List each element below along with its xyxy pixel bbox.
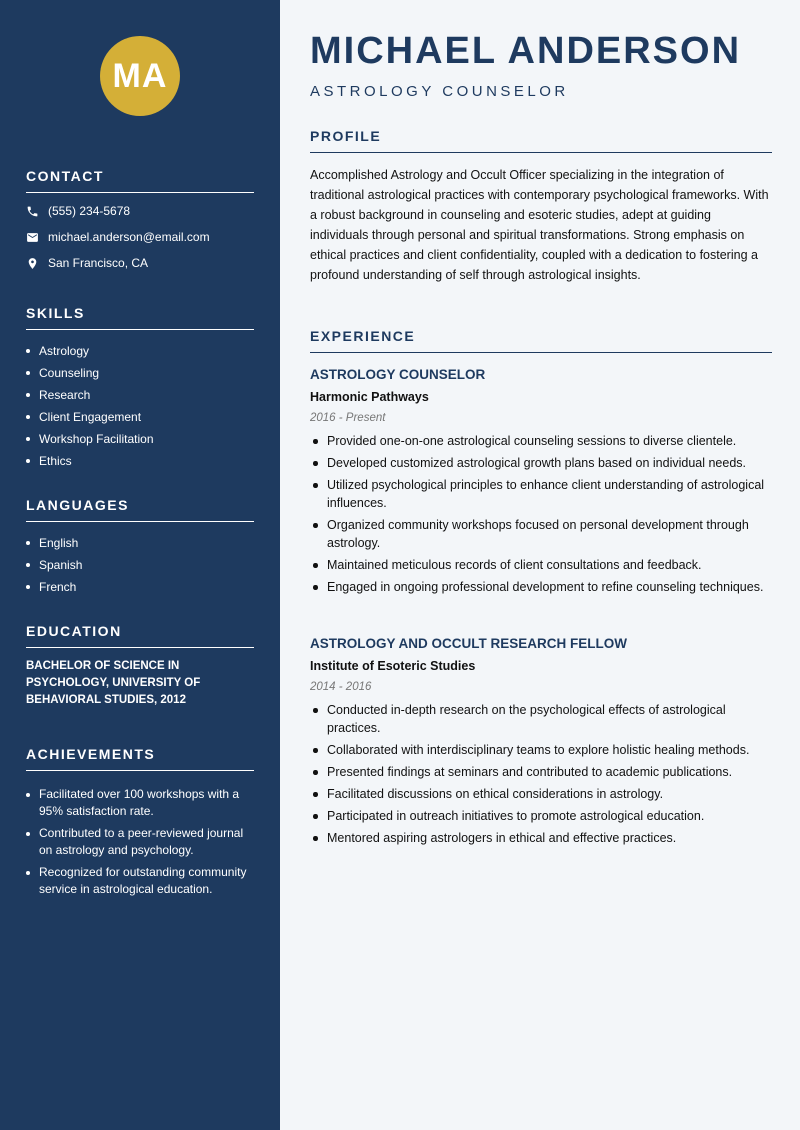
experience-dates: 2014 - 2016 [310,681,372,693]
contact-phone[interactable] [26,198,254,224]
list-item: Research [26,384,254,406]
contact-heading: CONTACT [26,168,254,193]
skills-section [26,305,254,472]
list-item: Astrology [26,340,254,362]
list-item: Client Engagement [26,406,254,428]
achievements-heading: ACHIEVEMENTS [26,746,254,771]
languages-section [26,497,254,598]
list-item: English [26,532,254,554]
list-item: Counseling [26,362,254,384]
list-item: Contributed to a peer-reviewed journal on astrology and psychology. [26,825,254,859]
sidebar [0,0,280,1130]
skills-list [26,340,254,472]
experience-company: Institute of Esoteric Studies [310,659,476,673]
education-section [26,623,254,709]
phone-text: (555) 234-5678 [48,204,131,218]
skills-heading: SKILLS [26,305,254,330]
experience-entry [310,367,772,600]
experience-title: ASTROLOGY AND OCCULT RESEARCH FELLOW [310,636,627,651]
profile-heading: PROFILE [310,128,772,153]
list-item: Facilitated discussions on ethical considerations in astrology. [310,785,772,803]
avatar: MA [100,36,180,116]
experience-heading: EXPERIENCE [310,328,772,353]
email-text: michael.anderson@email.com [48,230,210,244]
phone-icon [26,205,39,218]
achievements-section [26,746,254,903]
experience-dates: 2016 - Present [310,412,386,424]
list-item: Maintained meticulous records of client consultations and feedback. [310,556,772,574]
experience-section [310,328,772,353]
list-item: Facilitated over 100 workshops with a 95% satisfaction rate. [26,786,254,820]
list-item: Recognized for outstanding community service in astrological education. [26,864,254,898]
job-title: ASTROLOGY COUNSELOR [310,83,569,100]
location-text: San Francisco, CA [48,256,149,270]
contact-location [26,250,254,276]
languages-heading: LANGUAGES [26,497,254,522]
education-heading: EDUCATION [26,623,254,648]
list-item: Organized community workshops focused on personal development through astrology. [310,516,772,552]
education-entry: BACHELOR OF SCIENCE IN PSYCHOLOGY, UNIVERSITY OF BEHAVIORAL STUDIES, 2012 [26,660,201,706]
email-icon [26,231,39,244]
experience-entry [310,636,772,851]
list-item: Ethics [26,450,254,472]
list-item: Developed customized astrological growth plans based on individual needs. [310,454,772,472]
contact-email[interactable] [26,224,254,250]
languages-list [26,532,254,598]
list-item: Presented findings at seminars and contributed to academic publications. [310,763,772,781]
list-item: Participated in outreach initiatives to promote astrological education. [310,807,772,825]
person-name: MICHAEL ANDERSON [310,30,742,72]
experience-bullets [310,701,772,847]
list-item: French [26,576,254,598]
experience-company: Harmonic Pathways [310,390,429,404]
list-item: Engaged in ongoing professional development to refine counseling techniques. [310,578,772,596]
location-pin-icon [26,257,39,270]
list-item: Spanish [26,554,254,576]
experience-bullets [310,432,772,596]
achievements-list [26,786,254,898]
contact-section [26,168,254,276]
list-item: Collaborated with interdisciplinary teams to explore holistic healing methods. [310,741,772,759]
list-item: Utilized psychological principles to enhance client understanding of astrological influences. [310,476,772,512]
list-item: Workshop Facilitation [26,428,254,450]
profile-section [310,128,772,285]
list-item: Provided one-on-one astrological counseling sessions to diverse clientele. [310,432,772,450]
experience-title: ASTROLOGY COUNSELOR [310,367,486,382]
list-item: Conducted in-depth research on the psychological effects of astrological practices. [310,701,772,737]
list-item: Mentored aspiring astrologers in ethical and effective practices. [310,829,772,847]
profile-text: Accomplished Astrology and Occult Officer specializing in the integration of traditional astrological practices with contemporary psychological frameworks. With a robust background in counseling and esoteric studies, adept at guiding individuals through personal and spiritual transformations. Strong emphasis on ethical practices and client confidentiality, coupled with a dedication to fostering a profound understanding of self through astrological insights. [310,168,769,282]
